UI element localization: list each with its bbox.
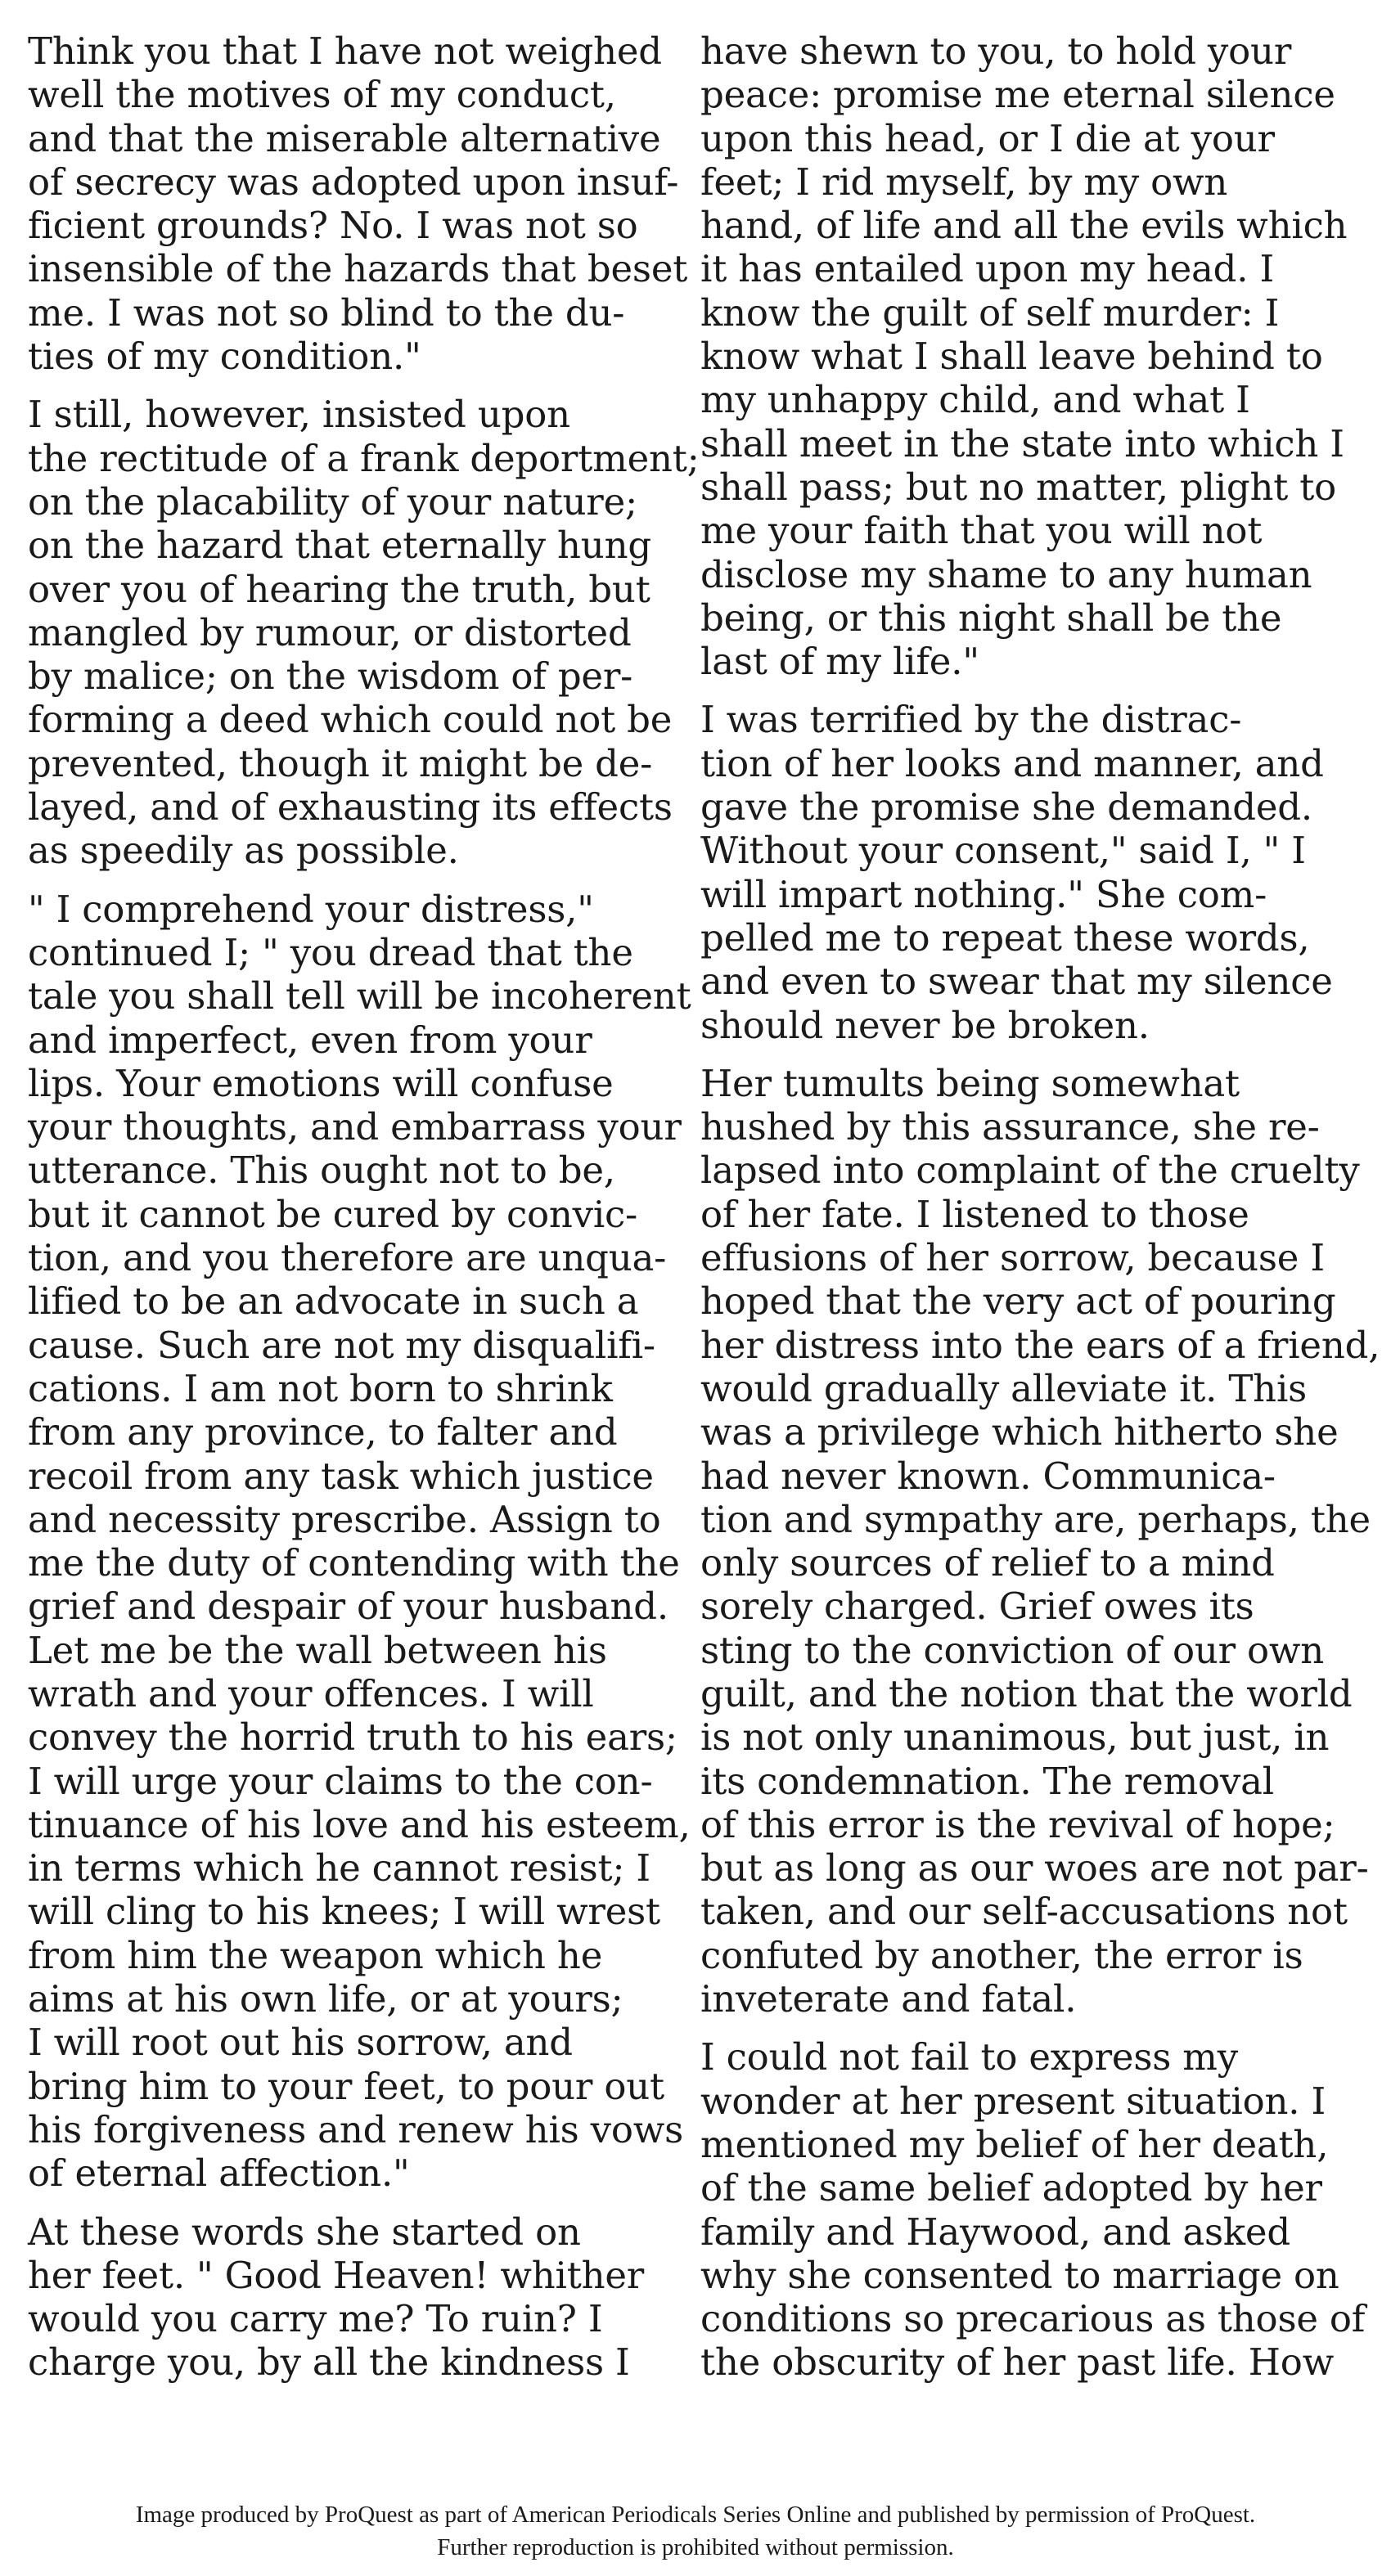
text-line: it has entailed upon my head. I xyxy=(700,247,1275,291)
text-line: Let me be the wall between his xyxy=(28,1628,607,1672)
text-line: I was terrified by the distrac- xyxy=(700,698,1242,742)
left-column-paragraph xyxy=(28,2210,669,2385)
text-line: " I comprehend your distress," xyxy=(28,887,594,931)
text-line: on the placability of your nature; xyxy=(28,479,637,524)
text-line: well the motives of my conduct, xyxy=(28,73,616,117)
text-line: will cling to his knees; I will wrest xyxy=(28,1890,660,1934)
text-line: and even to swear that my silence xyxy=(700,960,1333,1004)
text-line: lapsed into complaint of the cruelty xyxy=(700,1149,1360,1193)
text-line: confuted by another, the error is xyxy=(700,1933,1303,1977)
text-line: I still, however, insisted upon xyxy=(28,393,570,437)
text-line: upon this head, or I die at your xyxy=(700,116,1275,160)
text-line: prevented, though it might be de- xyxy=(28,741,653,785)
text-line: being, or this night shall be the xyxy=(700,596,1282,640)
text-line: tinuance of his love and his esteem, xyxy=(28,1802,691,1846)
text-line: of this error is the revival of hope; xyxy=(700,1802,1335,1846)
paragraph-gap xyxy=(700,1047,1342,1062)
text-line: mangled by rumour, or distorted xyxy=(28,610,632,654)
text-line: family and Haywood, and asked xyxy=(700,2210,1290,2254)
text-line: effusions of her sorrow, because I xyxy=(700,1236,1325,1280)
text-line: pelled me to repeat these words, xyxy=(700,915,1310,960)
text-line: would you carry me? To ruin? I xyxy=(28,2297,603,2341)
text-line: I will urge your claims to the con- xyxy=(28,1759,653,1803)
text-line: is not only unanimous, but just, in xyxy=(700,1715,1330,1760)
text-line: bring him to your feet, to pour out xyxy=(28,2064,664,2108)
text-line: of secrecy was adopted upon insuf- xyxy=(28,160,679,204)
text-line: last of my life." xyxy=(700,640,979,684)
text-line: insensible of the hazards that beset xyxy=(28,247,688,291)
text-line: sorely charged. Grief owes its xyxy=(700,1585,1254,1629)
text-line: me the duty of contending with the xyxy=(28,1541,680,1585)
text-line: of the same belief adopted by her xyxy=(700,2166,1322,2210)
text-line: mentioned my belief of her death, xyxy=(700,2122,1329,2166)
text-line: as speedily as possible. xyxy=(28,829,459,873)
text-line: tion, and you therefore are unqua- xyxy=(28,1236,667,1280)
left-column-paragraph xyxy=(28,393,700,873)
text-line: from any province, to falter and xyxy=(28,1410,618,1454)
text-line: Without your consent," said I, " I xyxy=(700,829,1306,873)
text-line: his forgiveness and renew his vows xyxy=(28,2107,683,2151)
text-line: convey the horrid truth to his ears; xyxy=(28,1715,677,1760)
text-line: Think you that I have not weighed xyxy=(28,29,662,73)
text-line: taken, and our self-accusations not xyxy=(700,1890,1348,1934)
text-line: wonder at her present situation. I xyxy=(700,2079,1326,2123)
text-line: recoil from any task which justice xyxy=(28,1454,654,1498)
text-line: hand, of life and all the evils which xyxy=(700,204,1348,248)
text-line: but it cannot be cured by convic- xyxy=(28,1192,638,1236)
text-line: the obscurity of her past life. How xyxy=(700,2340,1335,2385)
text-line: its condemnation. The removal xyxy=(700,1759,1274,1803)
text-line: sting to the conviction of our own xyxy=(700,1628,1325,1672)
text-line: in terms which he cannot resist; I xyxy=(28,1846,650,1890)
text-line: your thoughts, and embarrass your xyxy=(28,1105,682,1149)
text-line: Her tumults being somewhat xyxy=(700,1061,1240,1105)
paragraph-gap xyxy=(700,2021,1342,2035)
paragraph-gap xyxy=(28,2196,669,2210)
text-line: aims at his own life, or at yours; xyxy=(28,1977,623,2021)
right-column xyxy=(700,29,1380,2385)
text-line: ties of my condition." xyxy=(28,335,421,379)
footer-permission-line: Image produced by ProQuest as part of American Periodicals Series Online and published by permission of ProQuest. xyxy=(135,2502,1256,2528)
text-line: charge you, by all the kindness I xyxy=(28,2340,630,2385)
text-line: will impart nothing." She com- xyxy=(700,872,1267,916)
text-line: grief and despair of your husband. xyxy=(28,1585,668,1629)
text-line: should never be broken. xyxy=(700,1003,1150,1047)
paragraph-gap xyxy=(28,378,669,393)
text-line: me. I was not so blind to the du- xyxy=(28,290,625,335)
text-line: forming a deed which could not be xyxy=(28,698,673,742)
text-line: I will root out his sorrow, and xyxy=(28,2021,573,2065)
text-line: inveterate and fatal. xyxy=(700,1977,1077,2021)
text-line: my unhappy child, and what I xyxy=(700,378,1250,422)
text-line: from him the weapon which he xyxy=(28,1933,603,1977)
left-column-paragraph xyxy=(28,29,688,379)
text-line: me your faith that you will not xyxy=(700,509,1263,553)
text-line: feet; I rid myself, by my own xyxy=(700,160,1228,204)
text-line: was a privilege which hitherto she xyxy=(700,1410,1339,1454)
text-line: and imperfect, even from your xyxy=(28,1018,592,1062)
text-line: of eternal affection." xyxy=(28,2151,410,2196)
text-line: hoped that the very act of pouring xyxy=(700,1279,1336,1324)
text-line: her distress into the ears of a friend, xyxy=(700,1323,1380,1367)
text-line: cations. I am not born to shrink xyxy=(28,1366,613,1410)
right-column-paragraph xyxy=(700,1061,1380,2021)
left-column-paragraph xyxy=(28,887,691,2196)
text-line: shall meet in the state into which I xyxy=(700,421,1344,465)
text-line: shall pass; but no matter, plight to xyxy=(700,465,1337,509)
text-line: would gradually alleviate it. This xyxy=(700,1366,1308,1410)
text-line: tion of her looks and manner, and xyxy=(700,741,1324,785)
text-line: know what I shall leave behind to xyxy=(700,335,1323,379)
left-column xyxy=(28,29,700,2385)
text-line: lips. Your emotions will confuse xyxy=(28,1061,614,1105)
text-line: hushed by this assurance, she re- xyxy=(700,1105,1320,1149)
footer-reproduction-line: Further reproduction is prohibited without permission. xyxy=(437,2534,954,2560)
text-line: her feet. " Good Heaven! whither xyxy=(28,2253,645,2297)
text-line: only sources of relief to a mind xyxy=(700,1541,1275,1585)
right-column-paragraph xyxy=(700,2035,1366,2385)
text-line: utterance. This ought not to be, xyxy=(28,1149,615,1193)
text-line: know the guilt of self murder: I xyxy=(700,290,1280,335)
text-line: conditions so precarious as those of xyxy=(700,2297,1366,2341)
right-column-paragraph xyxy=(700,29,1348,684)
text-line: had never known. Communica- xyxy=(700,1454,1276,1498)
text-line: but as long as our woes are not par- xyxy=(700,1846,1369,1890)
text-line: guilt, and the notion that the world xyxy=(700,1671,1353,1715)
paragraph-gap xyxy=(28,873,669,888)
text-line: and necessity prescribe. Assign to xyxy=(28,1497,661,1541)
paragraph-gap xyxy=(700,683,1342,698)
text-line: cause. Such are not my disqualifi- xyxy=(28,1323,655,1367)
text-line: lified to be an advocate in such a xyxy=(28,1279,639,1324)
text-line: of her fate. I listened to those xyxy=(700,1192,1249,1236)
text-line: ficient grounds? No. I was not so xyxy=(28,204,638,248)
text-line: have shewn to you, to hold your xyxy=(700,29,1292,73)
text-line: tion and sympathy are, perhaps, the xyxy=(700,1497,1371,1541)
right-column-paragraph xyxy=(700,698,1342,1046)
text-line: why she consented to marriage on xyxy=(700,2253,1339,2297)
text-line: disclose my shame to any human xyxy=(700,552,1312,596)
text-line: gave the promise she demanded. xyxy=(700,785,1312,829)
text-line: At these words she started on xyxy=(28,2210,581,2254)
text-line: wrath and your offences. I will xyxy=(28,1671,594,1715)
text-line: peace: promise me eternal silence xyxy=(700,73,1335,117)
text-line: and that the miserable alternative xyxy=(28,116,661,160)
text-line: layed, and of exhausting its effects xyxy=(28,785,673,829)
text-line: continued I; " you dread that the xyxy=(28,930,633,974)
text-line: over you of hearing the truth, but xyxy=(28,567,650,611)
text-line: by malice; on the wisdom of per- xyxy=(28,654,633,699)
text-line: the rectitude of a frank deportment; xyxy=(28,436,700,480)
text-line: on the hazard that eternally hung xyxy=(28,524,651,568)
text-line: tale you shall tell will be incoherent xyxy=(28,974,691,1018)
text-line: I could not fail to express my xyxy=(700,2035,1238,2079)
